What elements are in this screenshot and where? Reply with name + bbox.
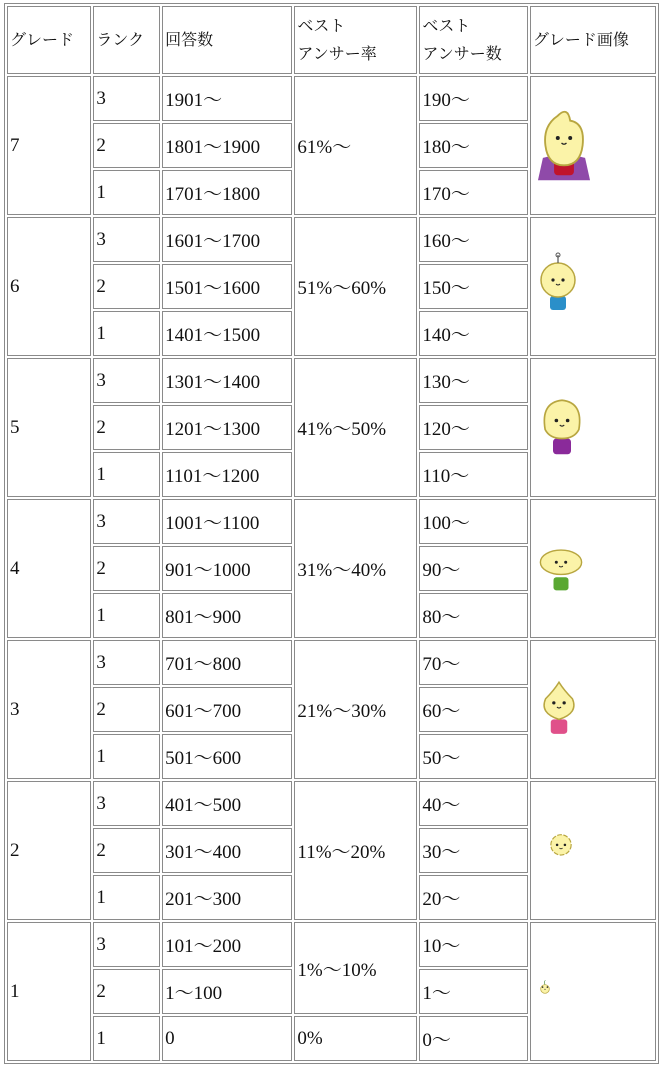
answers-cell: 1401〜1500 (162, 311, 292, 356)
rank-cell: 2 (93, 687, 160, 732)
grade-image-cell (530, 358, 656, 497)
answers-cell: 1001〜1100 (162, 499, 292, 544)
header-rank: ランク (93, 6, 160, 74)
grade-image-cell (530, 76, 656, 215)
answers-cell: 1501〜1600 (162, 264, 292, 309)
best-count-cell: 130〜 (419, 358, 527, 403)
best-rate-cell: 51%〜60% (294, 217, 417, 356)
answers-cell: 0 (162, 1016, 292, 1061)
best-count-cell: 0〜 (419, 1016, 527, 1061)
answers-cell: 1101〜1200 (162, 452, 292, 497)
grade-image-cell (530, 640, 656, 779)
answers-cell: 1201〜1300 (162, 405, 292, 450)
grade-table (4, 3, 659, 1064)
rank-cell: 2 (93, 123, 160, 168)
answers-cell: 401〜500 (162, 781, 292, 826)
best-count-cell: 30〜 (419, 828, 527, 873)
grade-cell: 1 (7, 922, 91, 1061)
answers-cell: 601〜700 (162, 687, 292, 732)
rank-cell: 2 (93, 405, 160, 450)
header-image: グレード画像 (530, 6, 656, 74)
bow-mascot-icon (533, 389, 591, 467)
answers-cell: 301〜400 (162, 828, 292, 873)
header-row (7, 6, 656, 74)
best-rate-cell: 31%〜40% (294, 499, 417, 638)
rank-cell: 2 (93, 264, 160, 309)
best-count-cell: 40〜 (419, 781, 527, 826)
answers-cell: 201〜300 (162, 875, 292, 920)
sprout-mascot-icon (533, 973, 557, 1011)
grade-image-cell (530, 922, 656, 1061)
rank-cell: 3 (93, 640, 160, 685)
flower-mascot-icon (533, 823, 589, 879)
answers-cell: 1301〜1400 (162, 358, 292, 403)
answers-cell: 801〜900 (162, 593, 292, 638)
table-row (7, 781, 656, 826)
best-count-cell: 1〜 (419, 969, 527, 1014)
purple-cape-mascot-icon (533, 102, 595, 190)
best-rate-cell: 61%〜 (294, 76, 417, 215)
rank-cell: 2 (93, 828, 160, 873)
grade-table-body (7, 76, 656, 1061)
best-count-cell: 90〜 (419, 546, 527, 591)
mushroom-mascot-icon (533, 536, 589, 602)
best-rate-cell: 1%〜10% (294, 922, 417, 1014)
rank-cell: 1 (93, 593, 160, 638)
best-count-cell: 150〜 (419, 264, 527, 309)
answers-cell: 101〜200 (162, 922, 292, 967)
header-best-rate (294, 6, 417, 74)
rank-cell: 3 (93, 922, 160, 967)
rank-cell: 1 (93, 1016, 160, 1061)
best-count-cell: 20〜 (419, 875, 527, 920)
rank-cell: 3 (93, 781, 160, 826)
header-best-count-line2: アンサー数 (422, 44, 502, 63)
best-count-cell: 170〜 (419, 170, 527, 215)
answers-cell: 901〜1000 (162, 546, 292, 591)
header-answers: 回答数 (162, 6, 292, 74)
table-row (7, 217, 656, 262)
rank-cell: 1 (93, 734, 160, 779)
best-rate-cell: 11%〜20% (294, 781, 417, 920)
rank-cell: 1 (93, 452, 160, 497)
answers-cell: 1601〜1700 (162, 217, 292, 262)
table-row (7, 640, 656, 685)
best-count-cell: 110〜 (419, 452, 527, 497)
best-rate-cell: 41%〜50% (294, 358, 417, 497)
rank-cell: 3 (93, 358, 160, 403)
best-rate-cell: 21%〜30% (294, 640, 417, 779)
header-best-rate-line1: ベスト (297, 16, 346, 35)
grade-cell: 4 (7, 499, 91, 638)
answers-cell: 1801〜1900 (162, 123, 292, 168)
rank-cell: 2 (93, 546, 160, 591)
header-best-rate-line2: アンサー率 (297, 44, 377, 63)
best-count-cell: 120〜 (419, 405, 527, 450)
grade-cell: 2 (7, 781, 91, 920)
header-grade: グレード (7, 6, 91, 74)
header-best-count (419, 6, 527, 74)
answers-cell: 701〜800 (162, 640, 292, 685)
table-row (7, 922, 656, 967)
rank-cell: 2 (93, 969, 160, 1014)
best-count-cell: 160〜 (419, 217, 527, 262)
grade-image-cell (530, 499, 656, 638)
table-row (7, 358, 656, 403)
answers-cell: 1〜100 (162, 969, 292, 1014)
answers-cell: 501〜600 (162, 734, 292, 779)
best-count-cell: 190〜 (419, 76, 527, 121)
grade-cell: 5 (7, 358, 91, 497)
table-row (7, 499, 656, 544)
rank-cell: 3 (93, 76, 160, 121)
best-count-cell: 180〜 (419, 123, 527, 168)
grade-cell: 3 (7, 640, 91, 779)
rank-cell: 1 (93, 875, 160, 920)
rank-cell: 1 (93, 311, 160, 356)
antenna-mascot-icon (533, 244, 583, 330)
best-count-cell: 10〜 (419, 922, 527, 967)
answers-cell: 1701〜1800 (162, 170, 292, 215)
best-rate-cell: 0% (294, 1016, 417, 1061)
best-count-cell: 100〜 (419, 499, 527, 544)
rank-cell: 3 (93, 217, 160, 262)
grade-image-cell (530, 217, 656, 356)
grade-image-cell (530, 781, 656, 920)
onion-mascot-icon (533, 674, 585, 746)
header-best-count-line1: ベスト (422, 16, 471, 35)
best-count-cell: 50〜 (419, 734, 527, 779)
rank-cell: 3 (93, 499, 160, 544)
best-count-cell: 60〜 (419, 687, 527, 732)
table-row (7, 76, 656, 121)
best-count-cell: 70〜 (419, 640, 527, 685)
rank-cell: 1 (93, 170, 160, 215)
answers-cell: 1901〜 (162, 76, 292, 121)
best-count-cell: 140〜 (419, 311, 527, 356)
grade-cell: 6 (7, 217, 91, 356)
best-count-cell: 80〜 (419, 593, 527, 638)
grade-cell: 7 (7, 76, 91, 215)
